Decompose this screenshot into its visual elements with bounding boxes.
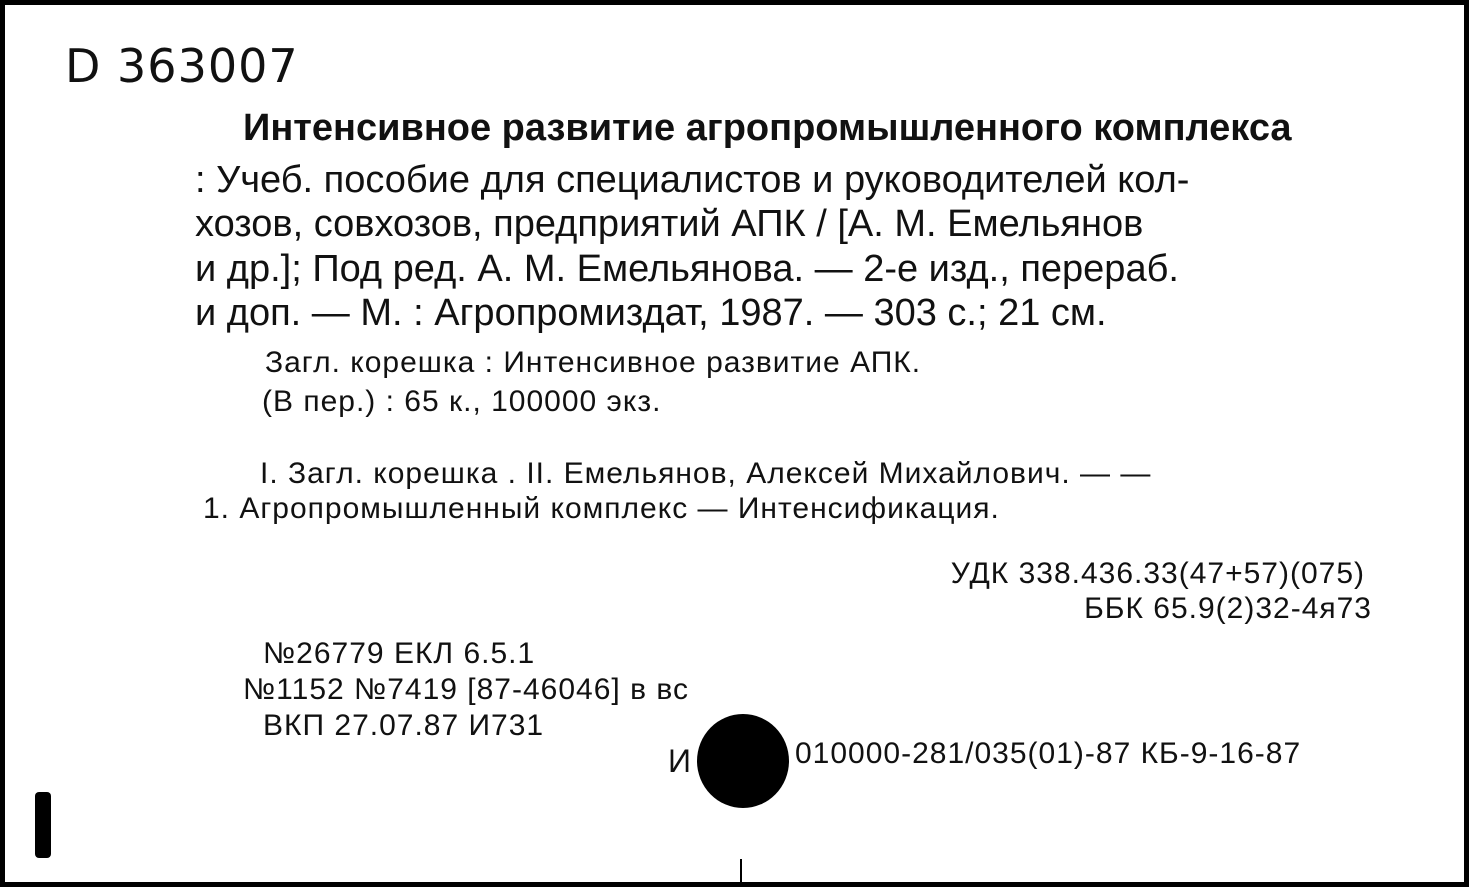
body-line-5: и доп. — М. : Агропромиздат, 1987. — 303 с.; 21 см. [195, 292, 1107, 334]
catalog-line-3: ВКП 27.07.87 И731 [263, 709, 545, 742]
bbk-code: ББК 65.9(2)32-4я73 [1084, 592, 1372, 625]
spine-title-note: Загл. корешка : Интенсивное развитие АПК. [265, 346, 922, 379]
isbn-prefix: И [668, 743, 692, 779]
tracing-line-1: I. Загл. корешка . II. Емельянов, Алексей Михайлович. — — [260, 457, 1152, 490]
call-number: D 363007 [65, 39, 299, 93]
body-line-3: хозов, совхозов, предприятий АПК / [А. М. Емельянов [195, 203, 1144, 245]
udc-code: УДК 338.436.33(47+57)(075) [950, 557, 1365, 590]
body-text: : Учеб. пособие для специалистов и руководителей кол- [195, 159, 1190, 201]
book-title-line: Интенсивное развитие агропромышленного комплекса [243, 107, 1292, 149]
bottom-tick-mark [740, 859, 742, 883]
handwritten-mark-one [35, 792, 51, 858]
body-line-4: и др.]; Под ред. А. М. Емельянова. — 2-е изд., перераб. [195, 248, 1179, 290]
price-note: (В пер.) : 65 к., 100000 экз. [262, 385, 662, 418]
catalog-line-1: №26779 ЕКЛ 6.5.1 [263, 637, 536, 670]
isbn-code: 010000-281/035(01)-87 КБ-9-16-87 [795, 737, 1302, 770]
punch-hole [697, 714, 789, 808]
body-line-2 [195, 159, 1363, 202]
tracing-line-2: 1. Агропромышленный комплекс — Интенсификация. [203, 492, 1000, 525]
catalog-line-2: №1152 №7419 [87-46046] в вс [243, 673, 689, 706]
